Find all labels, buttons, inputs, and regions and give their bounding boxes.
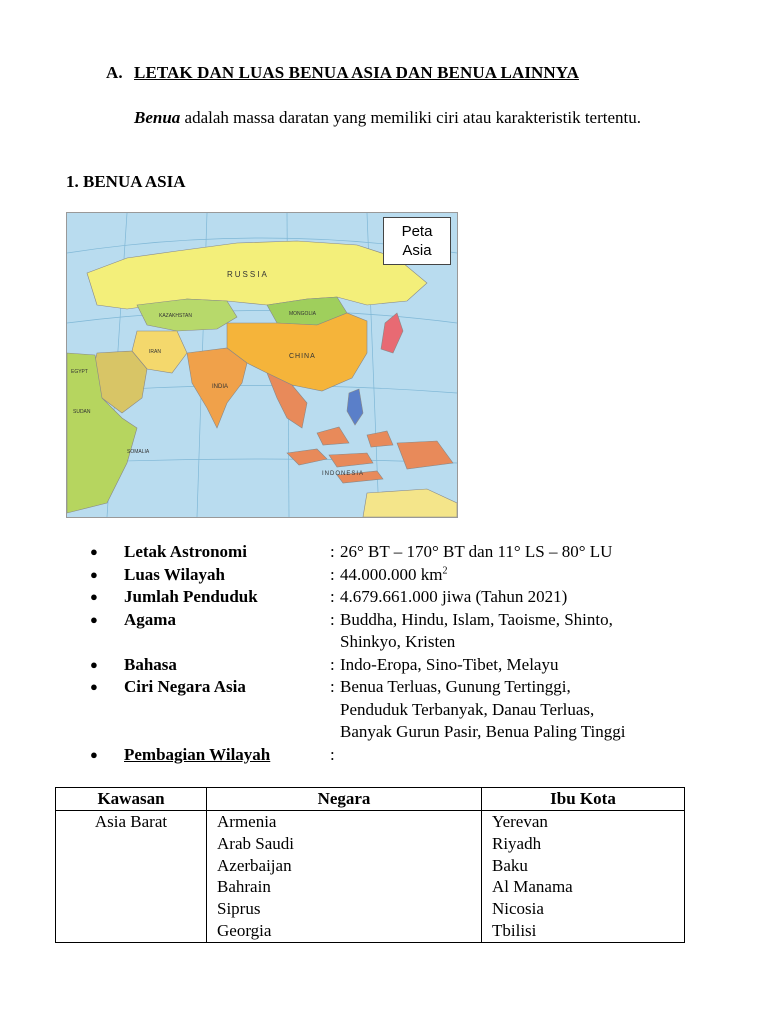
fact-value-text: 44.000.000 km (340, 564, 443, 584)
ibukota-item: Tbilisi (492, 920, 537, 940)
bullet-icon: ● (90, 566, 98, 582)
map-label-egypt: EGYPT (71, 369, 88, 375)
map-label-kazakhstan: KAZAKHSTAN (159, 313, 192, 319)
facts-list (90, 541, 710, 766)
intro-term: Benua (134, 108, 181, 127)
ibukota-item: Baku (492, 855, 528, 875)
negara-item: Bahrain (217, 877, 271, 897)
fact-colon: : (330, 542, 335, 561)
bullet-icon: ● (90, 544, 98, 559)
fact-value-text: Buddha, Hindu, Islam, Taoisme, Shinto, (340, 609, 613, 629)
fact-value-line (340, 564, 710, 587)
fact-value-line (340, 699, 710, 722)
fact-colon: : (330, 609, 335, 629)
fact-value (340, 676, 710, 744)
ibukota-item: Riyadh (492, 833, 542, 853)
negara-item: Arab Saudi (217, 833, 294, 853)
negara-item: Armenia (217, 812, 277, 831)
fact-colon: : (330, 744, 335, 764)
fact-colon: : (330, 677, 335, 696)
fact-value-sup: 2 (442, 564, 448, 576)
table-row (56, 811, 685, 943)
fact-label: Jumlah Penduduk (124, 587, 258, 606)
fact-item (90, 541, 710, 564)
fact-value-text: 4.679.661.000 jiwa (Tahun 2021) (340, 587, 568, 606)
fact-value-text: Benua Terluas, Gunung Tertinggi, (340, 677, 571, 696)
fact-colon: : (330, 564, 335, 584)
ibukota-item: Al Manama (492, 877, 573, 897)
asia-map (66, 212, 458, 518)
map-title-line1: Peta (401, 223, 433, 240)
table-header-row (56, 788, 685, 811)
region-table (55, 787, 685, 943)
map-label-somalia: SOMALIA (127, 449, 150, 455)
fact-item (90, 609, 710, 654)
fact-colon: : (330, 654, 335, 674)
bullet-icon: ● (90, 611, 98, 627)
subsection-title: 1. BENUA ASIA (66, 172, 186, 191)
cell-kawasan: Asia Barat (56, 811, 207, 943)
map-label-sudan: SUDAN (73, 409, 91, 415)
fact-label: Letak Astronomi (124, 542, 247, 561)
header-ibukota: Ibu Kota (482, 788, 685, 811)
bullet-icon: ● (90, 679, 98, 694)
fact-value (340, 609, 710, 654)
section-title: LETAK DAN LUAS BENUA ASIA DAN BENUA LAINNYA (134, 63, 579, 82)
cell-negara (207, 811, 482, 943)
fact-value-line (340, 654, 710, 677)
fact-value-line (340, 609, 710, 632)
map-label-india: INDIA (212, 384, 229, 390)
bullet-icon: ● (90, 656, 98, 672)
table-body (56, 811, 685, 943)
section-number: A. (106, 63, 123, 82)
ibukota-item: Nicosia (492, 899, 544, 919)
fact-item (90, 676, 710, 744)
fact-value (340, 564, 710, 587)
fact-value-text: Shinkyo, Kristen (340, 632, 456, 651)
fact-value-line (340, 586, 710, 609)
fact-value (340, 586, 710, 609)
fact-item (90, 564, 710, 587)
intro-text: adalah massa daratan yang memiliki ciri atau karakteristik tertentu. (180, 108, 642, 127)
fact-value (340, 744, 710, 767)
fact-value-text: Banyak Gurun Pasir, Benua Paling Tinggi (340, 722, 626, 741)
fact-value-line (340, 631, 710, 654)
fact-value-text: 26° BT – 170° BT dan 11° LS – 80° LU (340, 542, 613, 561)
map-label-russia: RUSSIA (227, 270, 269, 279)
fact-label: Ciri Negara Asia (124, 677, 246, 696)
negara-item: Azerbaijan (217, 855, 292, 875)
ibukota-item: Yerevan (492, 812, 548, 831)
negara-item: Siprus (217, 899, 261, 919)
fact-value-text: Indo-Eropa, Sino-Tibet, Melayu (340, 654, 559, 674)
cell-ibukota (482, 811, 685, 943)
fact-value (340, 654, 710, 677)
section-heading (106, 63, 579, 83)
fact-label: Bahasa (124, 654, 177, 674)
header-negara: Negara (207, 788, 482, 811)
intro-paragraph (66, 106, 702, 129)
fact-value-line (340, 676, 710, 699)
bullet-icon: ● (90, 589, 98, 604)
map-label-china: CHINA (289, 353, 316, 360)
bullet-icon: ● (90, 746, 98, 762)
map-label-mongolia: MONGOLIA (289, 311, 316, 317)
map-label-indonesia: INDONESIA (322, 471, 365, 477)
fact-item (90, 654, 710, 677)
fact-value-line (340, 721, 710, 744)
fact-label: Agama (124, 609, 176, 629)
map-label-iran: IRAN (149, 349, 161, 355)
map-title-box (383, 217, 451, 265)
fact-item (90, 586, 710, 609)
map-title-line2: Asia (402, 242, 432, 259)
fact-label: Pembagian Wilayah (124, 744, 271, 764)
negara-item: Georgia (217, 920, 272, 940)
fact-value-text: Penduduk Terbanyak, Danau Terluas, (340, 699, 595, 719)
fact-value-line (340, 541, 710, 564)
fact-value (340, 541, 710, 564)
fact-colon: : (330, 587, 335, 606)
fact-item (90, 744, 710, 767)
header-kawasan: Kawasan (56, 788, 207, 811)
fact-label: Luas Wilayah (124, 564, 225, 584)
